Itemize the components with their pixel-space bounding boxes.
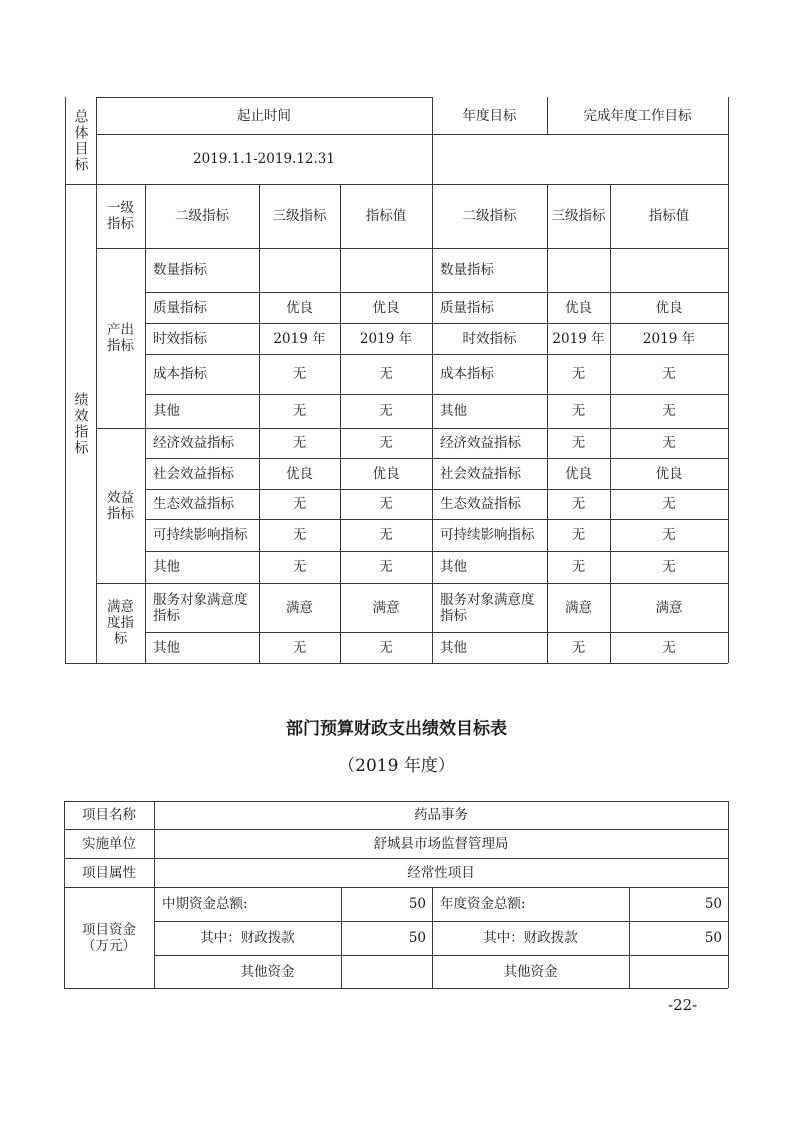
- mid-fiscal-value-text: 50: [408, 930, 426, 946]
- header-level3: [259, 184, 340, 248]
- indicator-text: 无: [379, 496, 393, 512]
- indicator-text: 满意: [565, 599, 592, 616]
- indicator-cell-l3: [259, 394, 340, 428]
- indicator-cell-r-l3: [547, 632, 610, 663]
- indicator-cell-l2: [145, 519, 259, 551]
- indicator-text: 无: [571, 435, 586, 451]
- indicator-cell-l2: [145, 323, 259, 354]
- indicator-text: 优良: [372, 465, 400, 482]
- indicator-text: 无: [571, 496, 586, 512]
- header-value: [340, 184, 432, 248]
- indicator-cell-v: [340, 632, 432, 663]
- indicator-text: 优良: [655, 465, 683, 482]
- indicator-cell-r-l2: [432, 292, 547, 323]
- mid-fiscal-value: [341, 921, 432, 955]
- indicator-cell-r-v: [610, 292, 728, 323]
- header-value-right: [610, 184, 728, 248]
- indicator-text: 其他: [440, 639, 467, 656]
- indicator-cell-v: [340, 583, 432, 632]
- indicator-cell-l2: [145, 292, 259, 323]
- indicator-text: 其他: [440, 559, 467, 575]
- indicator-text: 服务对象满意度指标: [153, 591, 248, 624]
- indicator-text: 无: [292, 639, 307, 656]
- indicator-cell-r-v: [610, 458, 728, 489]
- indicator-cell-l3: [259, 489, 340, 519]
- indicator-cell-r-l3: [547, 394, 610, 428]
- annual-total-value: [629, 887, 728, 921]
- indicator-text: 无: [662, 559, 676, 575]
- period-value: 2019.1.1-2019.12.31: [193, 151, 335, 167]
- indicator-text: 满意: [372, 599, 400, 616]
- indicator-text: 生态效益指标: [153, 496, 234, 512]
- annual-total-label-text: 年度资金总额:: [440, 896, 526, 912]
- indicator-cell-v: [340, 248, 432, 292]
- period-label: 起止时间: [237, 107, 291, 124]
- section-subtitle: （2019 年度）: [338, 756, 455, 776]
- period-label-cell: [96, 97, 432, 134]
- indicator-text: 无: [292, 366, 307, 382]
- header-value-right-text: 指标值: [648, 208, 690, 224]
- indicator-cell-r-l3: [547, 458, 610, 489]
- indicator-cell-v: [340, 292, 432, 323]
- indicator-text: 优良: [655, 299, 683, 316]
- indicator-text: 无: [379, 639, 393, 656]
- annual-total-value-text: 50: [704, 896, 722, 912]
- group-satisfaction-text: 满意度指标: [107, 599, 134, 647]
- indicator-cell-l3: [259, 323, 340, 354]
- indicator-text: 社会效益指标: [153, 465, 234, 482]
- indicator-cell-v: [340, 323, 432, 354]
- performance-label: 绩效指标: [72, 391, 89, 456]
- indicator-cell-r-l3: [547, 248, 610, 292]
- indicator-text: 可持续影响指标: [153, 527, 248, 543]
- indicator-text: 无: [379, 559, 393, 575]
- group-output-text: 产出指标: [107, 322, 134, 354]
- group-benefit-text: 效益指标: [107, 489, 134, 522]
- indicator-text: 满意: [655, 599, 683, 616]
- indicator-text: 无: [662, 435, 676, 451]
- indicator-cell-r-l2: [432, 551, 547, 583]
- project-attr-value: [154, 858, 728, 887]
- overall-goal-label: 总体目标: [72, 108, 89, 173]
- header-level3-right: [547, 184, 610, 248]
- indicator-cell-l2: [145, 354, 259, 394]
- indicator-text: 无: [379, 527, 393, 543]
- indicator-text: 质量指标: [153, 299, 207, 316]
- indicator-text: 其他: [153, 639, 180, 656]
- project-funds-label: [64, 887, 154, 988]
- indicator-cell-r-l3: [547, 323, 610, 354]
- indicator-text: 2019 年: [552, 330, 605, 347]
- indicator-text: 无: [571, 366, 586, 382]
- mid-other-label-text: 其他资金: [240, 963, 295, 980]
- annual-fiscal-value: [629, 921, 728, 955]
- indicator-text: 无: [292, 403, 307, 419]
- indicator-text: 成本指标: [153, 366, 207, 382]
- indicator-text: 质量指标: [440, 299, 494, 316]
- project-name-label-text: 项目名称: [82, 807, 136, 823]
- indicator-text: 服务对象满意度指标: [440, 591, 535, 624]
- indicator-cell-r-l2: [432, 458, 547, 489]
- indicator-cell-l2: [145, 458, 259, 489]
- indicator-cell-l3: [259, 428, 340, 458]
- annual-fiscal-label-text: 其中：财政拨款: [483, 930, 578, 946]
- indicator-text: 无: [292, 435, 307, 451]
- indicator-cell-l2: [145, 428, 259, 458]
- indicator-text: 数量指标: [440, 262, 494, 278]
- indicator-cell-r-v: [610, 354, 728, 394]
- project-attr-label-text: 项目属性: [82, 864, 136, 881]
- indicator-cell-r-l2: [432, 428, 547, 458]
- indicator-cell-l2: [145, 551, 259, 583]
- implementing-unit-label-text: 实施单位: [82, 835, 136, 852]
- indicator-cell-r-l2: [432, 583, 547, 632]
- indicator-text: 无: [662, 527, 676, 543]
- mid-total-value: [341, 887, 432, 921]
- project-attr-value-text: 经常性项目: [407, 864, 475, 881]
- indicator-cell-r-v: [610, 323, 728, 354]
- group-satisfaction-label: [96, 583, 145, 663]
- indicator-text: 无: [379, 435, 393, 451]
- indicator-text: 优良: [565, 299, 592, 316]
- indicator-text: 2019 年: [359, 330, 413, 347]
- indicator-cell-r-v: [610, 519, 728, 551]
- project-funds-label-text: 项目资金（万元）: [82, 921, 136, 954]
- indicator-cell-r-l2: [432, 354, 547, 394]
- indicator-text: 无: [379, 366, 393, 382]
- indicator-text: 经济效益指标: [153, 435, 234, 451]
- indicator-text: 无: [571, 527, 586, 543]
- indicator-cell-l2: [145, 632, 259, 663]
- indicator-cell-r-l3: [547, 292, 610, 323]
- annual-goal-value-cell: [547, 97, 728, 134]
- header-level2: [145, 184, 259, 248]
- mid-total-label-text: 中期资金总额:: [162, 896, 248, 912]
- annual-goal-value: 完成年度工作目标: [583, 107, 692, 124]
- indicator-text: 无: [379, 403, 393, 419]
- header-level3-text: 三级指标: [272, 208, 327, 224]
- indicator-text: 优良: [565, 465, 592, 482]
- table-rule: [65, 663, 728, 664]
- indicator-text: 数量指标: [153, 262, 207, 278]
- indicator-cell-v: [340, 519, 432, 551]
- indicator-cell-l3: [259, 354, 340, 394]
- mid-total-value-text: 50: [408, 896, 426, 912]
- indicator-cell-r-l2: [432, 489, 547, 519]
- indicator-cell-r-l2: [432, 632, 547, 663]
- indicator-text: 其他: [440, 403, 467, 419]
- mid-fiscal-label-text: 其中：财政拨款: [200, 930, 295, 946]
- header-level1-text: 一级指标: [107, 200, 134, 232]
- indicator-cell-v: [340, 489, 432, 519]
- mid-other-value: [341, 955, 432, 988]
- indicator-text: 无: [571, 403, 586, 419]
- indicator-cell-v: [340, 551, 432, 583]
- indicator-cell-r-l3: [547, 583, 610, 632]
- implementing-unit-label: [64, 829, 154, 858]
- indicator-cell-r-l2: [432, 248, 547, 292]
- indicator-text: 生态效益指标: [440, 496, 521, 512]
- annual-other-label: [432, 955, 629, 988]
- indicator-cell-l2: [145, 489, 259, 519]
- header-level2-right-text: 二级指标: [462, 208, 517, 224]
- indicator-cell-l3: [259, 519, 340, 551]
- indicator-cell-l2: [145, 248, 259, 292]
- indicator-text: 社会效益指标: [440, 465, 521, 482]
- indicator-cell-l3: [259, 458, 340, 489]
- table-border-right: [728, 801, 729, 988]
- performance-label-cell: [65, 184, 96, 663]
- indicator-cell-r-l3: [547, 354, 610, 394]
- indicator-text: 经济效益指标: [440, 435, 521, 451]
- group-output-label: [96, 248, 145, 428]
- indicator-text: 2019 年: [642, 330, 696, 347]
- indicator-cell-r-l2: [432, 323, 547, 354]
- indicator-text: 优良: [372, 299, 400, 316]
- indicator-text: 无: [292, 527, 307, 543]
- project-name-label: [64, 801, 154, 829]
- indicator-cell-l3: [259, 632, 340, 663]
- mid-other-label: [154, 955, 341, 988]
- indicator-text: 其他: [153, 403, 180, 419]
- group-benefit-label: [96, 428, 145, 583]
- indicator-cell-r-v: [610, 489, 728, 519]
- indicator-cell-l2: [145, 583, 259, 632]
- indicator-text: 2019 年: [273, 330, 326, 347]
- header-level2-text: 二级指标: [175, 208, 229, 224]
- table-border-right: [728, 97, 729, 663]
- annual-fiscal-label: [432, 921, 629, 955]
- indicator-cell-l3: [259, 583, 340, 632]
- indicator-cell-r-l3: [547, 489, 610, 519]
- indicator-cell-r-l3: [547, 519, 610, 551]
- indicator-cell-l3: [259, 551, 340, 583]
- project-attr-label: [64, 858, 154, 887]
- header-level2-right: [432, 184, 547, 248]
- project-name-value-text: 药品事务: [414, 807, 468, 823]
- indicator-cell-r-v: [610, 248, 728, 292]
- indicator-cell-l3: [259, 292, 340, 323]
- page-number: -22-: [668, 996, 698, 1014]
- indicator-text: 无: [662, 496, 676, 512]
- annual-total-label: [432, 887, 629, 921]
- indicator-cell-r-v: [610, 632, 728, 663]
- annual-fiscal-value-text: 50: [704, 930, 722, 946]
- mid-total-label: [154, 887, 341, 921]
- indicator-cell-v: [340, 354, 432, 394]
- indicator-cell-r-v: [610, 583, 728, 632]
- indicator-text: 无: [571, 639, 586, 656]
- indicator-text: 无: [662, 403, 676, 419]
- indicator-text: 其他: [153, 559, 180, 575]
- indicator-text: 优良: [286, 299, 313, 316]
- header-level3-right-text: 三级指标: [551, 208, 606, 224]
- indicator-text: 时效指标: [153, 330, 207, 347]
- indicator-cell-l2: [145, 394, 259, 428]
- overall-goal-label-cell: [65, 97, 96, 184]
- indicator-cell-v: [340, 458, 432, 489]
- annual-other-label-text: 其他资金: [503, 963, 558, 980]
- indicator-text: 满意: [286, 599, 313, 616]
- indicator-text: 无: [292, 559, 307, 575]
- period-value-cell: [96, 134, 432, 184]
- indicator-cell-r-l3: [547, 428, 610, 458]
- indicator-text: 时效指标: [462, 330, 517, 347]
- header-level1: [96, 184, 145, 248]
- indicator-text: 无: [292, 496, 307, 512]
- annual-goal-label-cell: [432, 97, 547, 134]
- indicator-cell-l3: [259, 248, 340, 292]
- indicator-text: 无: [662, 639, 676, 656]
- indicator-cell-r-v: [610, 551, 728, 583]
- indicator-text: 无: [571, 559, 586, 575]
- indicator-text: 优良: [286, 465, 313, 482]
- indicator-text: 无: [662, 366, 676, 382]
- indicator-cell-r-l2: [432, 519, 547, 551]
- table-rule: [64, 988, 728, 989]
- indicator-cell-v: [340, 428, 432, 458]
- implementing-unit-value: [154, 829, 728, 858]
- indicator-cell-r-l2: [432, 394, 547, 428]
- indicator-text: 可持续影响指标: [440, 527, 535, 543]
- indicator-text: 成本指标: [440, 366, 494, 382]
- project-name-value: [154, 801, 728, 829]
- section-title: 部门预算财政支出绩效目标表: [286, 719, 507, 739]
- annual-goal-label: 年度目标: [462, 107, 517, 124]
- annual-other-value: [629, 955, 728, 988]
- indicator-cell-r-v: [610, 394, 728, 428]
- indicator-cell-v: [340, 394, 432, 428]
- indicator-cell-r-l3: [547, 551, 610, 583]
- header-value-text: 指标值: [365, 208, 407, 224]
- mid-fiscal-label: [154, 921, 341, 955]
- implementing-unit-value-text: 舒城县市场监督管理局: [373, 835, 509, 852]
- indicator-cell-r-v: [610, 428, 728, 458]
